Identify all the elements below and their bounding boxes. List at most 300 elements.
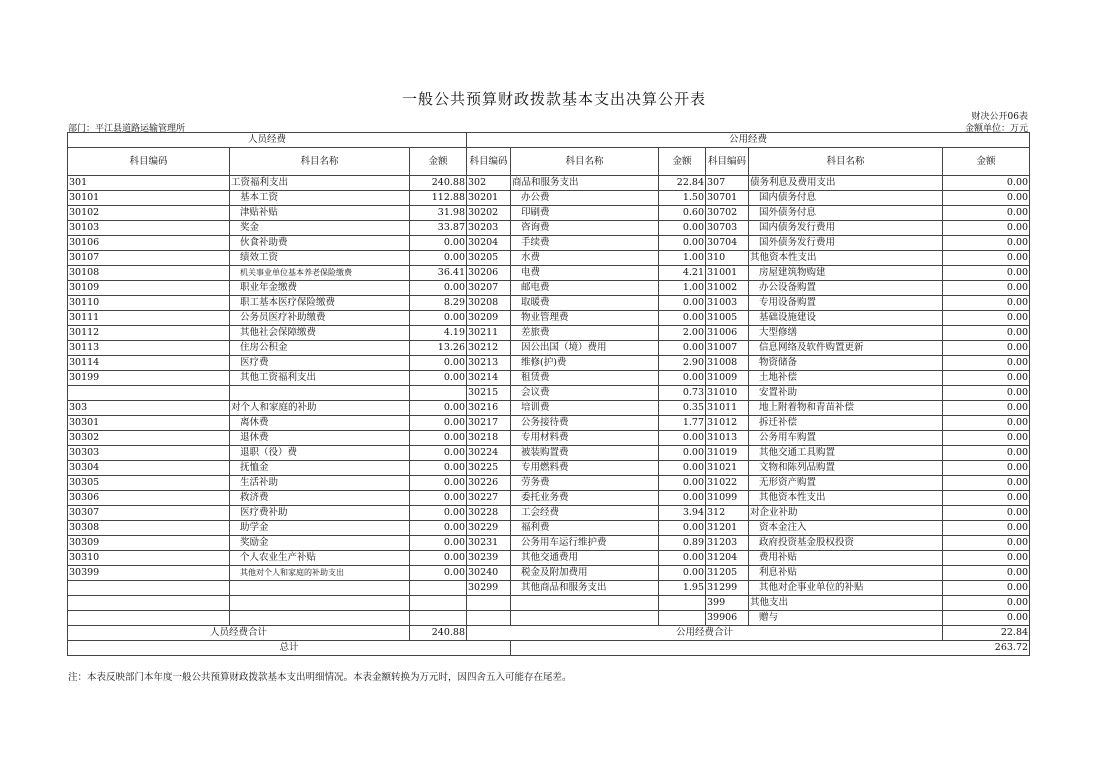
amount-cell: 0.00 [943, 401, 1030, 416]
amount-cell: 0.00 [410, 476, 467, 491]
code-cell: 30201 [467, 191, 511, 206]
amount-cell: 0.00 [943, 506, 1030, 521]
code-cell: 30111 [68, 311, 230, 326]
code-cell: 31006 [706, 326, 749, 341]
name-cell: 劳务费 [511, 476, 659, 491]
code-cell: 30204 [467, 236, 511, 251]
name-cell: 商品和服务支出 [511, 176, 659, 191]
amount-cell: 0.00 [943, 566, 1030, 581]
amount-cell: 0.00 [410, 416, 467, 431]
code-cell: 31099 [706, 491, 749, 506]
table-row [68, 296, 1030, 311]
amount-cell: 31.98 [410, 206, 467, 221]
code-cell: 30217 [467, 416, 511, 431]
name-cell: 公务用车购置 [749, 431, 943, 446]
code-cell: 30305 [68, 476, 230, 491]
table-row [68, 176, 1030, 191]
name-cell: 专用设备购置 [749, 296, 943, 311]
name-cell [230, 596, 410, 611]
code-cell [68, 611, 230, 626]
table-row [68, 386, 1030, 401]
code-cell: 30209 [467, 311, 511, 326]
amount-cell: 0.00 [410, 251, 467, 266]
name-cell: 离休费 [230, 416, 410, 431]
name-cell: 工会经费 [511, 506, 659, 521]
amount-cell: 1.95 [659, 581, 706, 596]
grand-total-row [68, 641, 1030, 656]
amount-cell: 0.00 [410, 521, 467, 536]
table-row [68, 371, 1030, 386]
subtotal-row [68, 626, 1030, 641]
personnel-header: 人员经费 [68, 133, 467, 148]
name-cell: 因公出国（境）费用 [511, 341, 659, 356]
code-cell: 30207 [467, 281, 511, 296]
code-cell: 30304 [68, 461, 230, 476]
code-cell: 30701 [706, 191, 749, 206]
name-cell: 对个人和家庭的补助 [230, 401, 410, 416]
code-cell: 30112 [68, 326, 230, 341]
name-cell [511, 611, 659, 626]
name-cell: 基础设施建设 [749, 311, 943, 326]
code-cell [68, 386, 230, 401]
amount-cell: 0.60 [659, 206, 706, 221]
code-cell: 31013 [706, 431, 749, 446]
amount-cell: 0.00 [410, 401, 467, 416]
name-cell: 咨询费 [511, 221, 659, 236]
amount-cell: 0.00 [943, 251, 1030, 266]
code-cell: 30302 [68, 431, 230, 446]
amount-cell: 0.00 [943, 431, 1030, 446]
amount-cell [659, 611, 706, 626]
name-cell: 邮电费 [511, 281, 659, 296]
name-cell: 委托业务费 [511, 491, 659, 506]
name-cell: 助学金 [230, 521, 410, 536]
amount-cell: 0.00 [410, 566, 467, 581]
table-row [68, 461, 1030, 476]
amount-cell: 0.00 [410, 371, 467, 386]
amount-cell: 0.00 [943, 551, 1030, 566]
name-cell: 物资储备 [749, 356, 943, 371]
amount-cell: 8.29 [410, 296, 467, 311]
code-cell: 30306 [68, 491, 230, 506]
code-cell: 30216 [467, 401, 511, 416]
table-row [68, 536, 1030, 551]
table-row [68, 341, 1030, 356]
amount-cell: 0.00 [659, 311, 706, 326]
name-cell: 资本金注入 [749, 521, 943, 536]
name-cell: 文物和陈列品购置 [749, 461, 943, 476]
name-cell: 租赁费 [511, 371, 659, 386]
col-amount: 金额 [410, 148, 467, 176]
name-cell: 税金及附加费用 [511, 566, 659, 581]
table-row [68, 581, 1030, 596]
name-cell: 职工基本医疗保险缴费 [230, 296, 410, 311]
amount-cell: 0.00 [943, 356, 1030, 371]
code-cell: 31203 [706, 536, 749, 551]
amount-cell: 1.00 [659, 281, 706, 296]
grand-total-value: 263.72 [511, 641, 1030, 656]
amount-cell: 13.26 [410, 341, 467, 356]
code-cell: 31021 [706, 461, 749, 476]
amount-cell: 0.00 [943, 461, 1030, 476]
name-cell: 印刷费 [511, 206, 659, 221]
name-cell: 房屋建筑物购建 [749, 266, 943, 281]
name-cell: 其他资本性支出 [749, 491, 943, 506]
name-cell: 其他社会保障缴费 [230, 326, 410, 341]
amount-cell: 0.00 [943, 446, 1030, 461]
table-row [68, 446, 1030, 461]
col-code: 科目编码 [68, 148, 230, 176]
name-cell: 其他商品和服务支出 [511, 581, 659, 596]
amount-cell: 0.00 [659, 566, 706, 581]
amount-cell: 0.00 [659, 461, 706, 476]
amount-cell: 0.00 [659, 521, 706, 536]
table-row [68, 431, 1030, 446]
amount-cell: 0.00 [943, 341, 1030, 356]
name-cell: 安置补助 [749, 386, 943, 401]
amount-cell: 0.00 [410, 536, 467, 551]
form-number: 财决公开06表 [971, 112, 1028, 122]
code-cell: 399 [706, 596, 749, 611]
name-cell: 手续费 [511, 236, 659, 251]
amount-cell: 0.00 [943, 311, 1030, 326]
code-cell: 30225 [467, 461, 511, 476]
amount-cell: 0.00 [659, 221, 706, 236]
name-cell: 物业管理费 [511, 311, 659, 326]
amount-cell: 0.00 [943, 416, 1030, 431]
code-cell: 30113 [68, 341, 230, 356]
amount-cell: 0.00 [410, 506, 467, 521]
code-cell: 30109 [68, 281, 230, 296]
code-cell: 31204 [706, 551, 749, 566]
amount-cell: 0.00 [943, 386, 1030, 401]
column-header-row [68, 148, 1030, 176]
name-cell: 其他工资福利支出 [230, 371, 410, 386]
amount-cell [410, 386, 467, 401]
col-name: 科目名称 [230, 148, 410, 176]
code-cell: 30303 [68, 446, 230, 461]
amount-cell: 1.77 [659, 416, 706, 431]
expenditure-table [67, 132, 1030, 656]
code-cell: 30211 [467, 326, 511, 341]
amount-cell [659, 596, 706, 611]
table-row [68, 266, 1030, 281]
name-cell: 津贴补贴 [230, 206, 410, 221]
code-cell: 31022 [706, 476, 749, 491]
name-cell: 办公费 [511, 191, 659, 206]
name-cell: 电费 [511, 266, 659, 281]
name-cell: 大型修缮 [749, 326, 943, 341]
amount-cell: 0.00 [943, 176, 1030, 191]
table-row [68, 206, 1030, 221]
code-cell: 31201 [706, 521, 749, 536]
amount-cell: 0.00 [659, 491, 706, 506]
code-cell: 30102 [68, 206, 230, 221]
code-cell [467, 611, 511, 626]
code-cell: 30114 [68, 356, 230, 371]
code-cell: 30308 [68, 521, 230, 536]
code-cell: 30299 [467, 581, 511, 596]
amount-cell: 0.00 [659, 371, 706, 386]
code-cell: 31001 [706, 266, 749, 281]
name-cell [511, 596, 659, 611]
code-cell: 30231 [467, 536, 511, 551]
personnel-total-value: 240.88 [410, 626, 467, 641]
code-cell: 30218 [467, 431, 511, 446]
name-cell: 信息网络及软件购置更新 [749, 341, 943, 356]
col-code: 科目编码 [706, 148, 749, 176]
name-cell: 培训费 [511, 401, 659, 416]
name-cell: 伙食补助费 [230, 236, 410, 251]
name-cell: 其他支出 [749, 596, 943, 611]
code-cell: 30206 [467, 266, 511, 281]
name-cell [230, 581, 410, 596]
amount-cell: 0.00 [943, 266, 1030, 281]
code-cell: 30202 [467, 206, 511, 221]
amount-cell [410, 596, 467, 611]
table-row [68, 521, 1030, 536]
amount-cell: 0.00 [410, 446, 467, 461]
col-amount: 金额 [659, 148, 706, 176]
grand-total-label: 总计 [68, 641, 511, 656]
footnote: 注：本表反映部门本年度一般公共预算财政拨款基本支出明细情况。本表金额转换为万元时，因四舍五入可能存在尾差。 [68, 672, 572, 683]
name-cell: 取暖费 [511, 296, 659, 311]
amount-cell: 0.00 [410, 281, 467, 296]
table-row [68, 221, 1030, 236]
table-row [68, 311, 1030, 326]
amount-cell: 0.00 [410, 461, 467, 476]
code-cell: 30703 [706, 221, 749, 236]
amount-cell: 2.00 [659, 326, 706, 341]
table-row [68, 611, 1030, 626]
name-cell: 维修(护)费 [511, 356, 659, 371]
amount-cell: 0.00 [943, 281, 1030, 296]
code-cell: 30107 [68, 251, 230, 266]
table-row [68, 326, 1030, 341]
amount-cell: 112.88 [410, 191, 467, 206]
code-cell: 30208 [467, 296, 511, 311]
code-cell: 30399 [68, 566, 230, 581]
code-cell: 31299 [706, 581, 749, 596]
name-cell: 土地补偿 [749, 371, 943, 386]
name-cell: 专用燃料费 [511, 461, 659, 476]
public-total-label: 公用经费合计 [467, 626, 943, 641]
amount-cell: 0.00 [410, 491, 467, 506]
name-cell: 差旅费 [511, 326, 659, 341]
code-cell: 31002 [706, 281, 749, 296]
amount-cell: 0.00 [943, 296, 1030, 311]
code-cell: 30226 [467, 476, 511, 491]
name-cell: 其他对个人和家庭的补助支出 [230, 566, 410, 581]
amount-unit: 金额单位：万元 [964, 124, 1028, 134]
table-row [68, 476, 1030, 491]
code-cell: 30307 [68, 506, 230, 521]
code-cell: 30215 [467, 386, 511, 401]
name-cell: 其他资本性支出 [749, 251, 943, 266]
code-cell: 30108 [68, 266, 230, 281]
code-cell: 30239 [467, 551, 511, 566]
group-header-row [68, 133, 1030, 148]
name-cell: 生活补助 [230, 476, 410, 491]
name-cell: 个人农业生产补贴 [230, 551, 410, 566]
table-row [68, 281, 1030, 296]
amount-cell: 0.00 [410, 236, 467, 251]
amount-cell: 0.00 [410, 431, 467, 446]
name-cell: 债务利息及费用支出 [749, 176, 943, 191]
name-cell: 退职（役）费 [230, 446, 410, 461]
name-cell: 赠与 [749, 611, 943, 626]
table-row [68, 596, 1030, 611]
code-cell: 31011 [706, 401, 749, 416]
table-row [68, 356, 1030, 371]
amount-cell: 1.00 [659, 251, 706, 266]
code-cell: 31003 [706, 296, 749, 311]
name-cell: 国内债务发行费用 [749, 221, 943, 236]
public-header: 公用经费 [467, 133, 1030, 148]
code-cell: 31007 [706, 341, 749, 356]
code-cell: 307 [706, 176, 749, 191]
name-cell [230, 386, 410, 401]
code-cell: 30224 [467, 446, 511, 461]
code-cell: 30110 [68, 296, 230, 311]
name-cell: 奖励金 [230, 536, 410, 551]
name-cell: 医疗费补助 [230, 506, 410, 521]
public-total-value: 22.84 [943, 626, 1030, 641]
name-cell: 政府投资基金股权投资 [749, 536, 943, 551]
code-cell [68, 581, 230, 596]
name-cell: 国内债务付息 [749, 191, 943, 206]
code-cell: 31009 [706, 371, 749, 386]
amount-cell: 0.00 [943, 536, 1030, 551]
amount-cell: 0.00 [659, 236, 706, 251]
col-name: 科目名称 [511, 148, 659, 176]
table-row [68, 566, 1030, 581]
table-row [68, 236, 1030, 251]
amount-cell: 0.00 [410, 551, 467, 566]
col-name: 科目名称 [749, 148, 943, 176]
amount-cell: 0.00 [943, 491, 1030, 506]
name-cell: 其他交通工具购置 [749, 446, 943, 461]
name-cell: 公务用车运行维护费 [511, 536, 659, 551]
amount-cell: 0.89 [659, 536, 706, 551]
name-cell: 水费 [511, 251, 659, 266]
amount-cell: 0.00 [943, 221, 1030, 236]
name-cell: 奖金 [230, 221, 410, 236]
code-cell: 30214 [467, 371, 511, 386]
amount-cell: 0.00 [410, 311, 467, 326]
code-cell: 30103 [68, 221, 230, 236]
amount-cell: 22.84 [659, 176, 706, 191]
table-row [68, 551, 1030, 566]
amount-cell: 0.00 [659, 476, 706, 491]
name-cell: 拆迁补偿 [749, 416, 943, 431]
amount-cell: 0.35 [659, 401, 706, 416]
code-cell: 31010 [706, 386, 749, 401]
amount-cell: 0.00 [943, 206, 1030, 221]
name-cell: 绩效工资 [230, 251, 410, 266]
name-cell: 退休费 [230, 431, 410, 446]
code-cell: 302 [467, 176, 511, 191]
code-cell: 303 [68, 401, 230, 416]
amount-cell: 0.00 [943, 236, 1030, 251]
name-cell: 基本工资 [230, 191, 410, 206]
amount-cell: 2.90 [659, 356, 706, 371]
name-cell: 医疗费 [230, 356, 410, 371]
code-cell: 31008 [706, 356, 749, 371]
code-cell [68, 596, 230, 611]
amount-cell [410, 581, 467, 596]
table-row [68, 401, 1030, 416]
code-cell: 30309 [68, 536, 230, 551]
code-cell: 30101 [68, 191, 230, 206]
col-amount: 金额 [943, 148, 1030, 176]
amount-cell: 0.00 [659, 446, 706, 461]
amount-cell: 0.00 [659, 296, 706, 311]
name-cell: 费用补贴 [749, 551, 943, 566]
code-cell: 30106 [68, 236, 230, 251]
name-cell: 救济费 [230, 491, 410, 506]
amount-cell [410, 611, 467, 626]
name-cell [230, 611, 410, 626]
code-cell: 30205 [467, 251, 511, 266]
code-cell: 39906 [706, 611, 749, 626]
code-cell: 30704 [706, 236, 749, 251]
name-cell: 公务接待费 [511, 416, 659, 431]
amount-cell: 0.00 [659, 551, 706, 566]
amount-cell: 240.88 [410, 176, 467, 191]
name-cell: 地上附着物和青苗补偿 [749, 401, 943, 416]
amount-cell: 0.00 [943, 596, 1030, 611]
amount-cell: 0.00 [943, 611, 1030, 626]
amount-cell: 4.19 [410, 326, 467, 341]
name-cell: 会议费 [511, 386, 659, 401]
code-cell: 30227 [467, 491, 511, 506]
name-cell: 专用材料费 [511, 431, 659, 446]
amount-cell: 0.73 [659, 386, 706, 401]
name-cell: 机关事业单位基本养老保险缴费 [230, 266, 410, 281]
amount-cell: 3.94 [659, 506, 706, 521]
table-row [68, 416, 1030, 431]
code-cell: 30310 [68, 551, 230, 566]
name-cell: 国外债务发行费用 [749, 236, 943, 251]
code-cell: 30702 [706, 206, 749, 221]
name-cell: 公务员医疗补助缴费 [230, 311, 410, 326]
name-cell: 职业年金缴费 [230, 281, 410, 296]
amount-cell: 0.00 [943, 521, 1030, 536]
name-cell: 办公设备购置 [749, 281, 943, 296]
code-cell: 30228 [467, 506, 511, 521]
amount-cell: 0.00 [410, 356, 467, 371]
name-cell: 对企业补助 [749, 506, 943, 521]
code-cell: 31012 [706, 416, 749, 431]
col-code: 科目编码 [467, 148, 511, 176]
code-cell: 30301 [68, 416, 230, 431]
amount-cell: 36.41 [410, 266, 467, 281]
amount-cell: 0.00 [943, 326, 1030, 341]
amount-cell: 0.00 [943, 371, 1030, 386]
code-cell: 30213 [467, 356, 511, 371]
amount-cell: 0.00 [943, 581, 1030, 596]
code-cell: 31005 [706, 311, 749, 326]
code-cell: 31019 [706, 446, 749, 461]
code-cell: 310 [706, 251, 749, 266]
code-cell: 30212 [467, 341, 511, 356]
table-row [68, 491, 1030, 506]
code-cell: 30203 [467, 221, 511, 236]
amount-cell: 0.00 [943, 191, 1030, 206]
code-cell: 30240 [467, 566, 511, 581]
name-cell: 抚恤金 [230, 461, 410, 476]
